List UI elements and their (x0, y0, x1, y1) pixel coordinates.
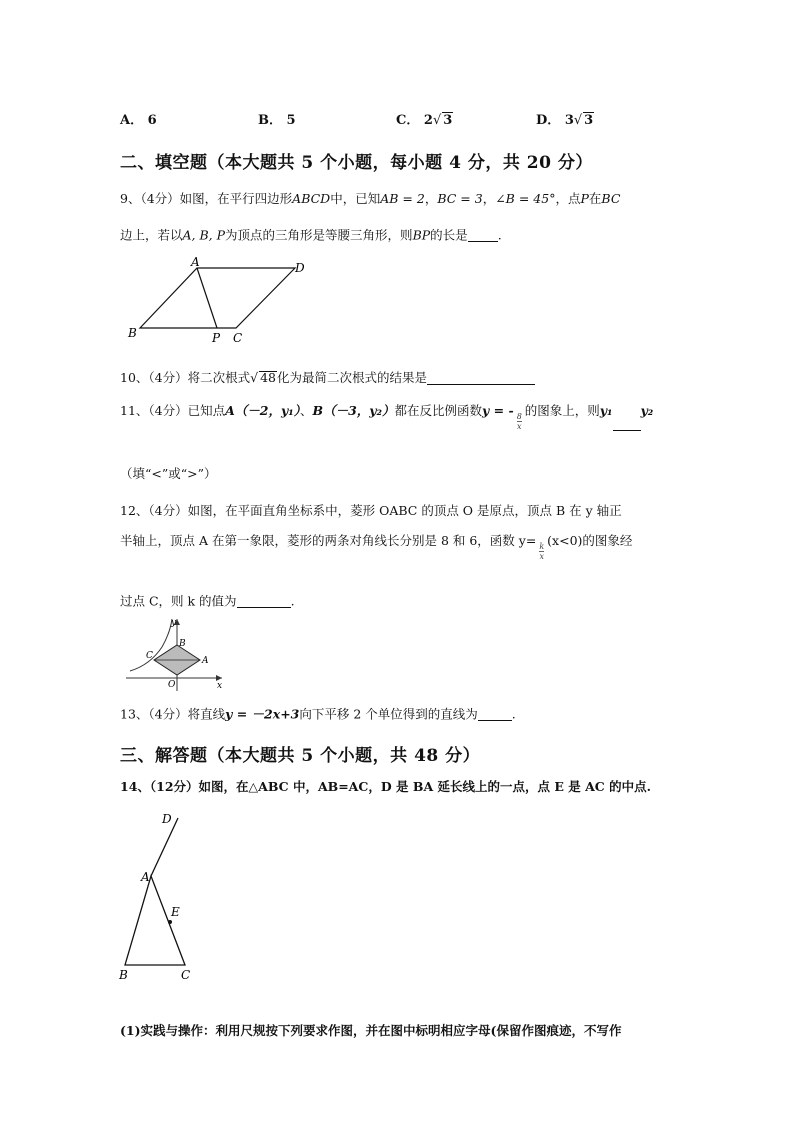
answer-blank (478, 708, 512, 721)
question-9-line2: 边上，若以A, B, P为顶点的三角形是等腰三角形，则BP的长是 . (120, 227, 502, 243)
parallelogram-abcd (140, 268, 295, 328)
label-b: B (119, 968, 128, 982)
label-c: C (146, 651, 153, 661)
question-14: 14、（12分）如图，在△ABC 中，AB=AC，D 是 BA 延长线上的一点，点 E 是 AC 的中点. (120, 779, 651, 794)
figure-rhombus-coordinate (120, 615, 230, 695)
option-a: A． 6 (120, 113, 157, 128)
question-12-line3: 过点 C，则 k 的值为 . (120, 593, 295, 609)
answer-blank (427, 372, 535, 385)
option-b: B． 5 (258, 113, 296, 128)
label-o: O (168, 680, 176, 690)
question-12-line1: 12、（4分）如图，在平面直角坐标系中，菱形 OABC 的顶点 O 是原点，顶点 B 在 y 轴正 (120, 503, 622, 518)
segment-ap (197, 268, 217, 328)
triangle-abc (125, 876, 185, 965)
label-a: A (202, 656, 209, 666)
question-9-line1: 9、（4分）如图，在平行四边形ABCD中，已知AB = 2，BC = 3，∠B = 45°，点P在BC (120, 191, 621, 206)
label-c: C (181, 968, 191, 982)
label-y: y (171, 618, 177, 628)
option-c: C． 2√ 3 (396, 113, 453, 128)
question-14-part1: (1)实践与操作：利用尺规按下列要求作图，并在图中标明相应字母(保留作图痕迹，不写作 (120, 1023, 622, 1038)
figure-triangle (115, 810, 215, 985)
label-e: E (171, 905, 180, 919)
label-x: x (217, 681, 223, 691)
label-d: D (295, 261, 305, 275)
question-11-note: （填“<”或“>”） (120, 466, 217, 481)
label-b: B (179, 639, 186, 649)
label-b: B (128, 326, 137, 340)
label-p: P (212, 331, 221, 345)
answer-blank (613, 418, 641, 431)
answer-blank (468, 229, 498, 242)
label-c: C (233, 331, 243, 345)
label-a: A (141, 870, 150, 884)
label-a: A (191, 255, 200, 269)
segment-ad (151, 818, 178, 876)
section3-title: 三、解答题（本大题共 5 个小题，共 48 分） (120, 746, 481, 766)
point-e (168, 920, 172, 924)
label-d: D (162, 812, 172, 826)
question-13: 13、（4分）将直线y = －2x+3向下平移 2 个单位得到的直线为 . (120, 706, 516, 722)
figure-parallelogram (120, 255, 320, 350)
section2-title: 二、填空题（本大题共 5 个小题，每小题 4 分，共 20 分） (120, 153, 593, 173)
question-11: 11、（4分）已知点A（－2，y₁）、B（－3，y₂）都在反比例函数y = - $\frac{8}{x}$ 的图象上，则y₁ y₂ (120, 403, 654, 431)
option-d: D． 3√ 3 (536, 113, 594, 128)
answer-blank (237, 595, 291, 608)
question-10: 10、（4分）将二次根式√ 48化为最简二次根式的结果是 (120, 371, 535, 385)
question-12-line2: 半轴上，顶点 A 在第一象限，菱形的两条对角线长分别是 8 和 6，函数 y= $\frac{k}{x}$ (x<0)的图象经 (120, 533, 633, 561)
